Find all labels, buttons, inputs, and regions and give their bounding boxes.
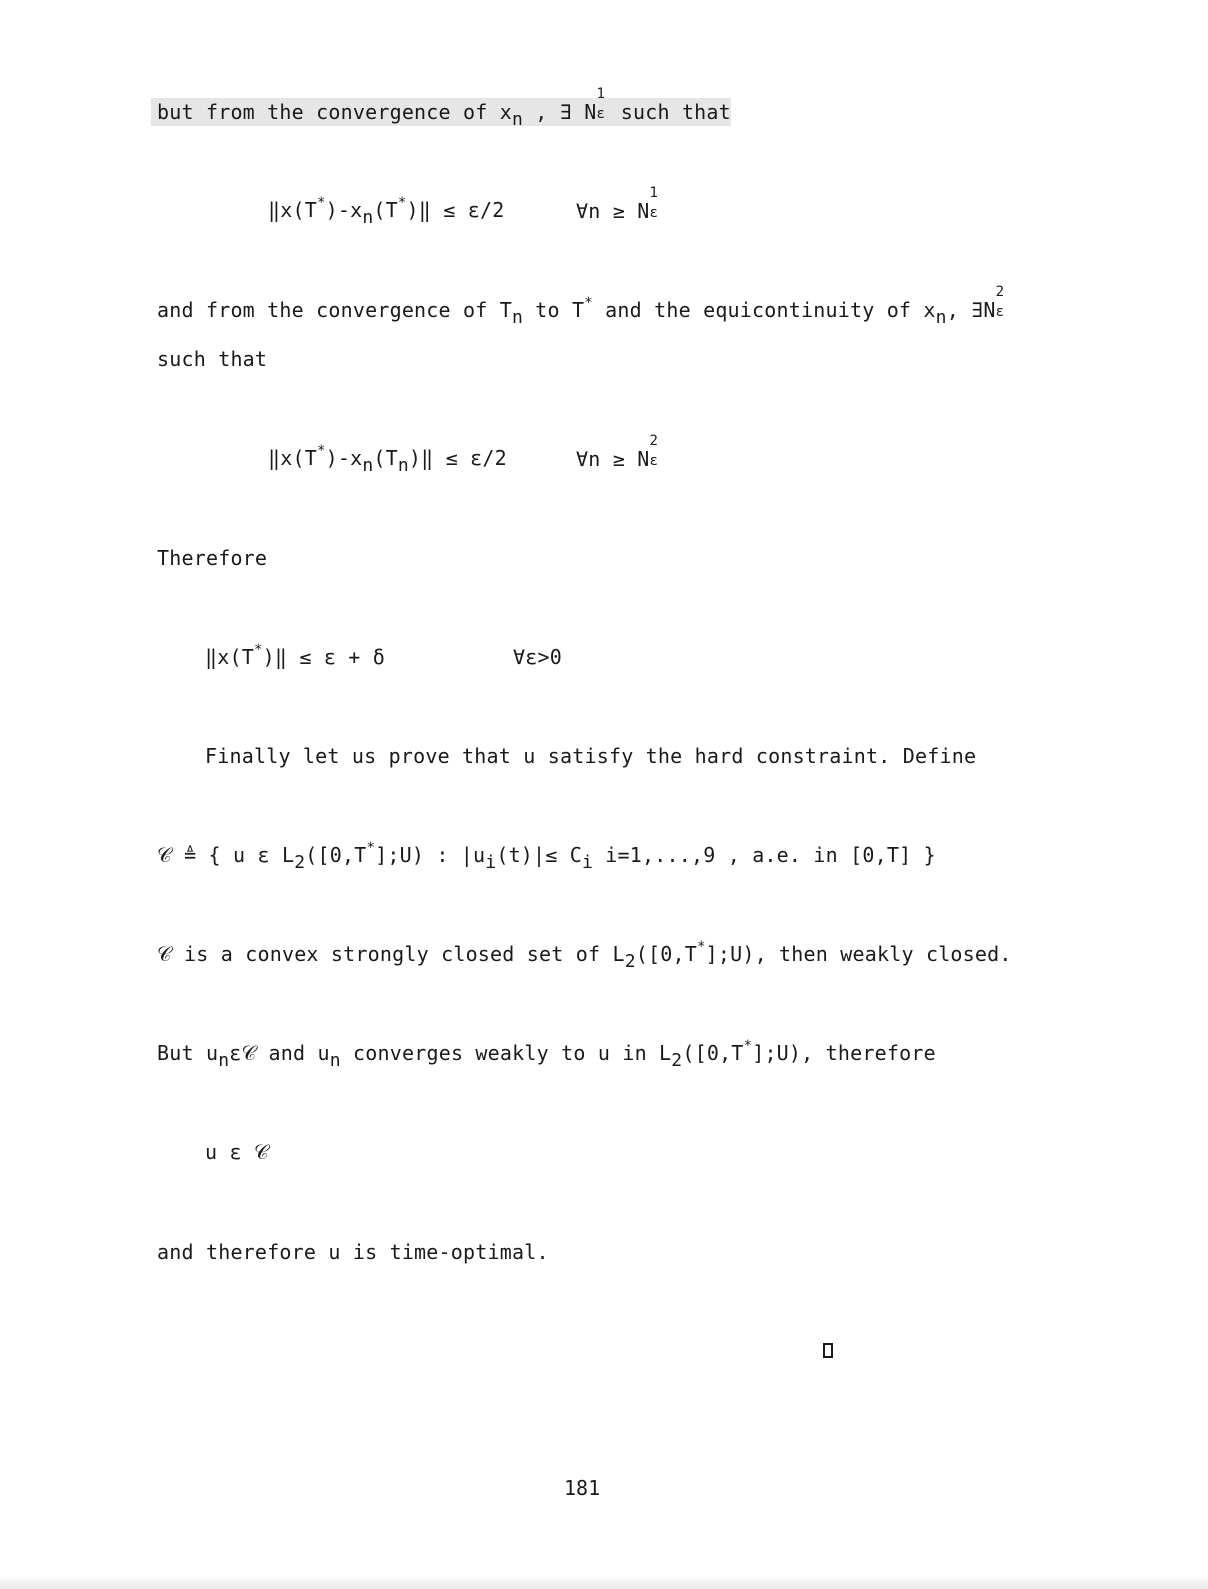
equation-bound-1-quantifier: ∀n ≥ N 1 ε — [576, 185, 659, 223]
qed-box-icon — [823, 1343, 833, 1358]
equation-bound-2: $‖x(T^*)-x_n(T_n)‖ \le \varepsilon/2$ — [268, 443, 507, 476]
text-line-weak-convergence: But $u_n\varepsilon 𝒞$ and $u_n$ converges weakly to u in $L_2([0,T^*];U)$, therefore — [157, 1038, 936, 1071]
text-line-convergence-tn: and from the convergence of $T_n$ to T* and the equicontinuity of $x_n$, ∃N 2 ε — [157, 284, 1005, 328]
text-line-convergence-xn: but from the convergence of $x_n$ , ∃ N 1 ε such that — [157, 99, 731, 124]
scan-edge-shadow — [0, 1575, 1208, 1589]
text-line-time-optimal: and therefore u is time-optimal. — [157, 1240, 549, 1264]
equation-set-definition: 𝒞 ≜ { u ε $L_2([0,T^*];U)$ : $|u_i(t)|\le C_i$ i=1,...,9 , a.e. in [0,T] } — [157, 840, 936, 873]
text-line-finally: Finally let us prove that u satisfy the hard constraint. Define — [205, 744, 977, 768]
equation-bound-1: $‖x(T^*)-x_n(T^*)‖ \le \varepsilon/2$ — [268, 195, 505, 228]
equation-bound-3-quantifier: ∀ε>0 — [513, 645, 562, 669]
text-line-convex-set: 𝒞 is a convex strongly closed set of $L_2([0,T^*];U)$, then weakly closed. — [157, 939, 1012, 972]
page-number: 181 — [564, 1476, 601, 1500]
equation-membership: u ε 𝒞 — [205, 1140, 269, 1164]
text-line-such-that: such that — [157, 347, 268, 371]
text-line-therefore: Therefore — [157, 546, 268, 570]
equation-bound-3: ‖x(T*)‖ ≤ ε + δ — [205, 642, 386, 669]
equation-bound-2-quantifier: ∀n ≥ N 2 ε — [576, 433, 659, 471]
